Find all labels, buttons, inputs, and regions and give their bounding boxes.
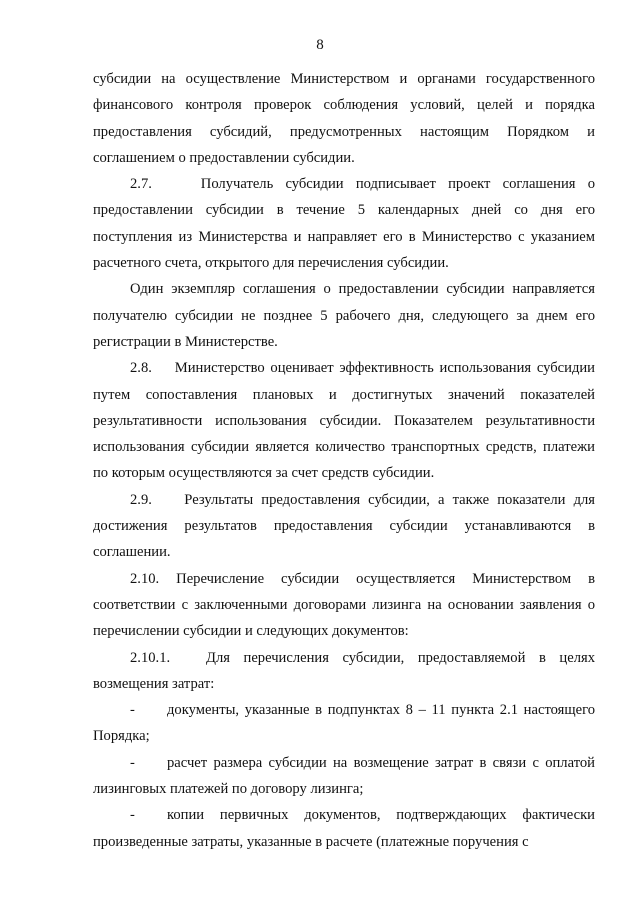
paragraph-text: Получатель субсидии подписывает проект соглашения о предоставлении субсидии в течение 5 календарных дней со дня его поступления из Министерства и направляет его в Министерство с указанием расчетного счета, открытого для перечисления субсидии. [93, 176, 595, 272]
paragraph-text: Один экземпляр соглашения о предоставлении субсидии направляется получателю субсидии не позднее 5 рабочего дня, следующего за днем его регистрации в Министерстве. [93, 281, 595, 350]
paragraph-number: 2.8. [130, 360, 152, 377]
page-number: 8 [316, 37, 324, 53]
paragraph-text: Министерство оценивает эффективность использования субсидии путем сопоставления плановых и достигнутых значений показателей результативности использования субсидии. Показателем результативности использования субсидии является количество транспортных средств, платежи по которым осуществляются за счет средств субсидии. [93, 360, 595, 482]
paragraph-2-7 [93, 171, 595, 276]
list-item-text: документы, указанные в подпунктах 8 – 11 пункта 2.1 настоящего Порядка; [93, 702, 595, 745]
document-body [93, 66, 595, 855]
list-item [93, 697, 595, 750]
list-item-text: копии первичных документов, подтверждающих фактически произведенные затраты, указанные в расчете (платежные поручения с [93, 807, 595, 850]
paragraph-continuation [93, 66, 595, 171]
paragraph-number: 2.10. [130, 570, 160, 587]
paragraph-text: Для перечисления субсидии, предоставляемой в целях возмещения затрат: [93, 649, 595, 692]
paragraph-number: 2.10.1. [130, 649, 171, 666]
list-marker: - [130, 807, 135, 824]
paragraph-2-8 [93, 355, 595, 486]
list-marker: - [130, 702, 135, 719]
paragraph-text: Результаты предоставления субсидии, а также показатели для достижения результатов предоставления субсидии устанавливаются в соглашении. [93, 491, 595, 561]
paragraph-number: 2.9. [130, 491, 152, 508]
paragraph-agreement-copy [93, 276, 595, 355]
list-marker: - [130, 754, 135, 771]
list-item-text: расчет размера субсидии на возмещение затрат в связи с оплатой лизинговых платежей по договору лизинга; [93, 754, 595, 798]
paragraph-text: Перечисление субсидии осуществляется Министерством в соответствии с заключенными договорами лизинга на основании заявления о перечислении субсидии и следующих документов: [93, 570, 595, 640]
list-item [93, 802, 595, 855]
list-item [93, 750, 595, 803]
paragraph-number: 2.7. [130, 176, 152, 193]
paragraph-2-9 [93, 487, 595, 566]
paragraph-2-10-1 [93, 645, 595, 698]
paragraph-2-10 [93, 566, 595, 645]
paragraph-text: субсидии на осуществление Министерством и органами государственного финансового контроля проверок соблюдения условий, целей и порядка предоставления субсидий, предусмотренных настоящим Порядком и соглашением о предоставлении субсидии. [93, 71, 595, 166]
